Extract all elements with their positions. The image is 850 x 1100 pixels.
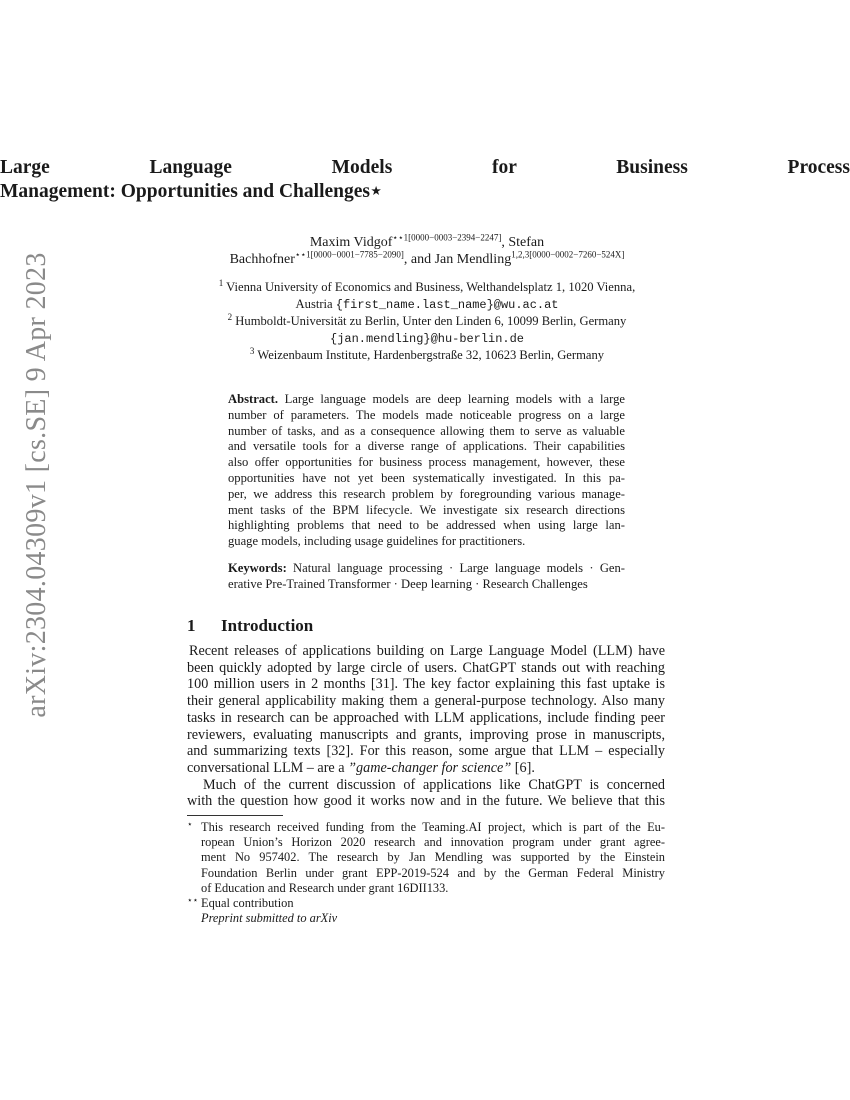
paper-title	[0, 156, 850, 204]
text-line	[201, 911, 665, 926]
text-segment: Bachhofner	[229, 252, 295, 267]
text-line	[150, 347, 704, 364]
footnotes	[187, 820, 665, 926]
text-line	[228, 392, 625, 408]
text-line: guage models, including usage guidelines for practitioners.	[228, 534, 526, 549]
text-line: per, we address this research problem by foregrounding various manage-	[228, 486, 625, 501]
text-segment: Vienna University of Economics and Business, Welthandelsplatz 1, 1020 Vienna,	[223, 280, 636, 294]
text-line: erative Pre-Trained Transformer · Deep learning · Research Challenges	[228, 577, 588, 591]
text-segment: 3	[249, 345, 255, 356]
section-heading-introduction	[187, 616, 313, 636]
text-line: ment No 957402. The research by Jan Mendling was supported by the Einstein	[201, 850, 665, 865]
text-line: Management: Opportunities and Challenges⋆	[0, 181, 383, 202]
text-line: Recent releases of applications building on Large Language Model (LLM) have	[189, 643, 665, 659]
text-segment: Keywords:	[228, 561, 287, 575]
text-line: their general applicability making them a general-purpose technology. Also many	[187, 693, 665, 710]
text-line: tasks in research can be approached with LLM applications, include finding peer	[187, 709, 665, 726]
text-segment: Large language models are deep learning models with a large	[278, 392, 625, 406]
text-line: ropean Union’s Horizon 2020 research and innovation program under grant agree-	[201, 835, 665, 850]
footnote-mark: ⋆⋆	[187, 895, 199, 906]
text-line	[150, 296, 704, 314]
text-segment: ⋆⋆1[0000−0001−7785−2090]	[294, 249, 404, 260]
text-segment: {jan.mendling}@hu-berlin.de	[330, 331, 524, 346]
text-line: ment tasks of the BPM lifecycle. We investigate six research directions	[228, 502, 625, 517]
text-segment: Maxim Vidgof	[309, 235, 393, 250]
author-list	[150, 234, 704, 268]
footnote-funding	[187, 820, 665, 896]
text-line: with the question how good it works now and in the future. We believe that this	[187, 793, 665, 810]
text-line: number of tasks, and as a consequence allowing them to serve as valuable	[228, 423, 625, 438]
intro-paragraph-1	[187, 643, 665, 777]
text-segment: [6].	[511, 759, 535, 776]
abstract	[228, 392, 625, 550]
text-line: and summarizing texts [32]. For this reason, some argue that LLM – especially	[187, 743, 665, 760]
text-segment: 1	[218, 277, 224, 288]
text-segment: conversational LLM – are a	[187, 759, 349, 776]
text-line	[150, 279, 704, 296]
footnote-rule	[187, 815, 283, 816]
text-segment: Austria	[295, 296, 336, 311]
text-segment: 2	[227, 311, 233, 322]
text-segment: , Stefan	[501, 235, 545, 250]
section-number: 1	[187, 616, 196, 635]
text-line: 100 million users in 2 months [31]. The key factor explaining this fast uptake is	[187, 676, 665, 693]
text-line: Equal contribution	[201, 896, 294, 911]
text-line	[187, 760, 665, 777]
text-segment: Natural language processing · Large language models · Gen-	[286, 561, 625, 575]
text-line: Large Language Models for Business Process	[0, 157, 850, 178]
keywords	[228, 560, 625, 592]
text-line	[150, 251, 704, 268]
text-line	[228, 560, 625, 576]
text-line: and versatile tools for a diverse range of applications. Their capabilities	[228, 439, 625, 454]
text-segment: {first_name.last_name}@wu.ac.at	[335, 297, 559, 312]
footnote-equal-contribution-text	[201, 896, 665, 926]
section-title: Introduction	[221, 616, 314, 635]
text-segment: , and Jan Mendling	[403, 252, 512, 267]
footnote-equal-contribution	[187, 896, 665, 926]
text-segment: 1,2,3[0000−0002−7260−524X]	[511, 249, 625, 260]
text-segment: Weizenbaum Institute, Hardenbergstraße 32, 10623 Berlin, Germany	[254, 348, 605, 362]
footnote-funding-text	[201, 820, 665, 896]
text-line: reviewers, evaluating manuscripts and grants, improving prose in manuscripts,	[187, 726, 665, 743]
text-line: Foundation Berlin under grant EPP-2019-524 and by the German Federal Ministry	[201, 865, 665, 880]
text-segment: ⋆⋆1[0000−0003−2394−2247]	[392, 232, 502, 243]
text-line: Much of the current discussion of applications like ChatGPT is concerned	[203, 776, 665, 793]
text-segment: Preprint submitted to arXiv	[201, 911, 338, 926]
text-line: number of parameters. The models made noticeable progress on a large	[228, 407, 625, 422]
arxiv-identifier-stamp: arXiv:2304.04309v1 [cs.SE] 9 Apr 2023	[21, 252, 52, 718]
text-line: also offer opportunities for business process management, however, these	[228, 455, 625, 470]
intro-paragraph-2	[187, 777, 665, 810]
text-line: opportunities have not yet been systematically investigated. In this pa-	[228, 470, 625, 485]
text-segment: Humboldt-Universität zu Berlin, Unter den Linden 6, 10099 Berlin, Germany	[232, 314, 627, 328]
text-line: This research received funding from the Teaming.AI project, which is part of the Eu-	[201, 820, 665, 834]
affiliations	[150, 279, 704, 364]
introduction-body	[187, 643, 665, 810]
text-line	[150, 313, 704, 330]
text-segment: ”game-changer for science”	[348, 759, 512, 776]
text-line: been quickly adopted by large circle of users. ChatGPT stands out with reaching	[187, 659, 665, 676]
footnote-mark: ⋆	[187, 819, 193, 829]
text-line: of Education and Research under grant 16DII133.	[201, 880, 449, 895]
text-line: highlighting problems that need to be addressed when using large lan-	[228, 518, 625, 533]
text-segment: Abstract.	[228, 392, 279, 406]
text-line	[150, 330, 704, 348]
